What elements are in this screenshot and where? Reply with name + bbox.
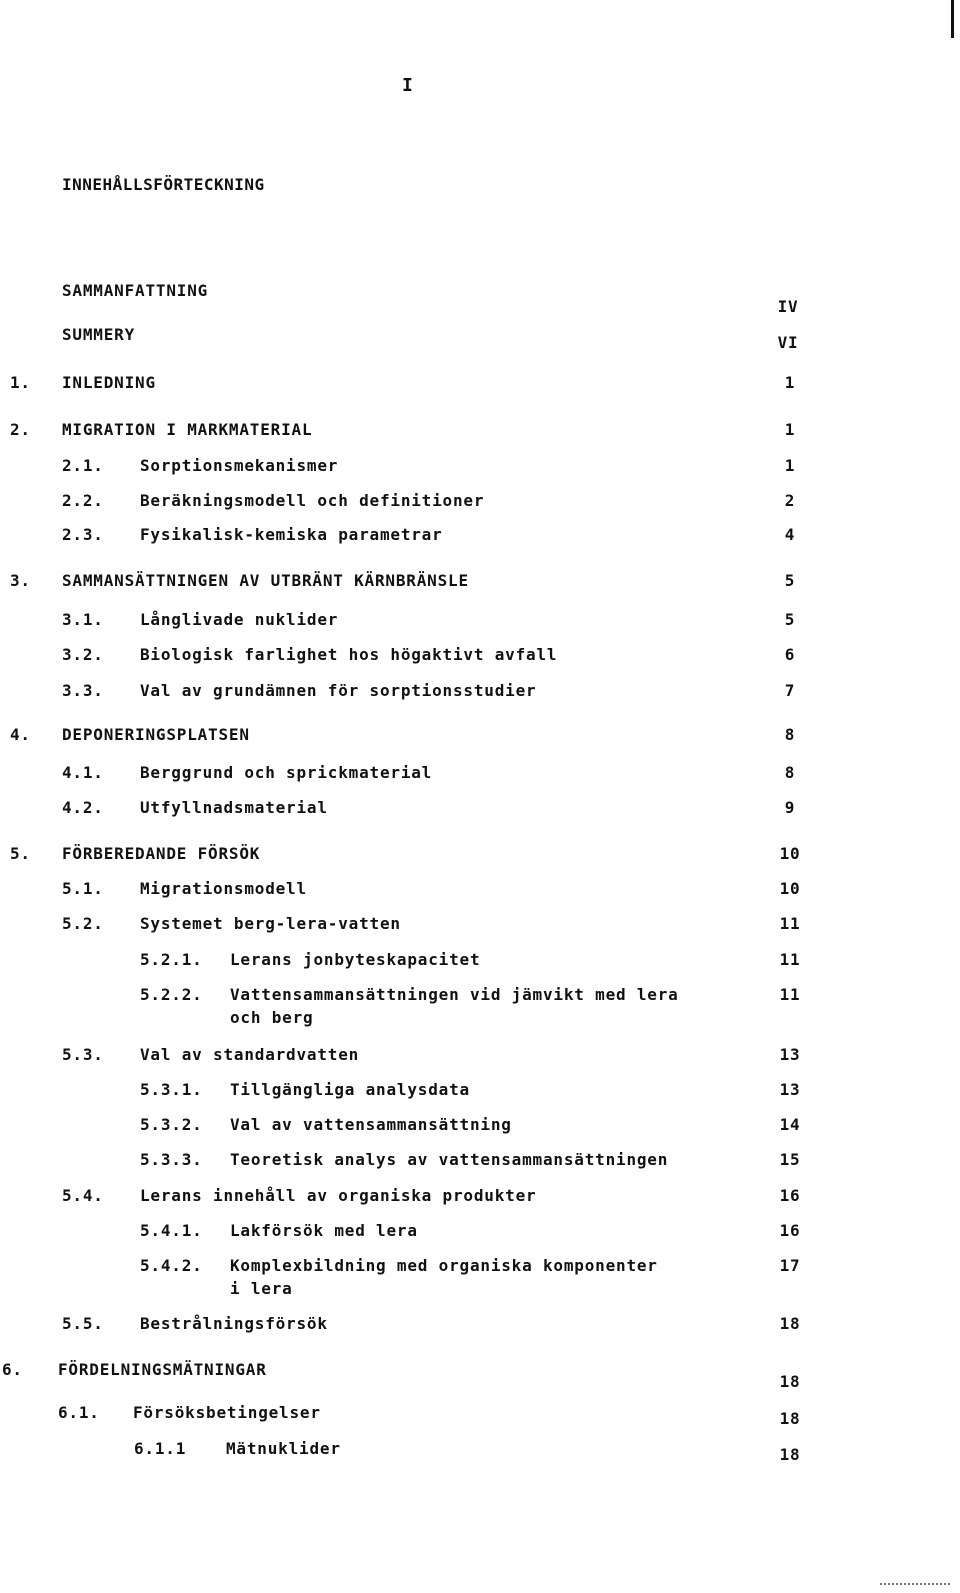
toc-entry-page: 9 <box>784 798 796 817</box>
toc-entry <box>0 1045 960 1071</box>
toc-entry-page: 18 <box>779 1409 801 1428</box>
toc-entry <box>0 950 960 976</box>
toc-entry-number: 5.1. <box>62 879 104 898</box>
toc-entry-page: 18 <box>779 1314 801 1333</box>
toc-entry <box>0 420 960 446</box>
toc-entry <box>0 281 960 316</box>
toc-entry-text-line1: Vattensammansättningen vid jämvikt med lera <box>230 985 679 1004</box>
toc-entry-text: Utfyllnadsmaterial <box>140 798 328 817</box>
toc-entry-text: Biologisk farlighet hos högaktivt avfall <box>140 645 558 664</box>
toc-entry-page: 17 <box>779 1256 801 1275</box>
toc-entry-number: 5.2.2. <box>140 985 203 1004</box>
toc-entry-number: 6.1. <box>58 1403 100 1422</box>
toc-entry-text: Berggrund och sprickmaterial <box>140 763 433 782</box>
toc-entry-number: 4. <box>10 725 31 744</box>
toc-entry-text: SAMMANFATTNING <box>62 281 209 300</box>
toc-entry <box>0 1115 960 1141</box>
toc-entry-text: FÖRDELNINGSMÄTNINGAR <box>58 1360 267 1379</box>
toc-entry <box>0 985 960 1035</box>
toc-entry-number: 2. <box>10 420 31 439</box>
toc-entry <box>0 1080 960 1106</box>
toc-entry <box>0 725 960 751</box>
toc-entry-text: MIGRATION I MARKMATERIAL <box>62 420 313 439</box>
toc-entry-text: Långlivade nuklider <box>140 610 339 629</box>
toc-entry-text: Lerans jonbyteskapacitet <box>230 950 481 969</box>
toc-entry-text: Försöksbetingelser <box>133 1403 321 1422</box>
toc-entry-text: Systemet berg-lera-vatten <box>140 914 401 933</box>
toc-entry <box>0 373 960 399</box>
toc-entry-page: 2 <box>784 491 796 510</box>
toc-entry-text: Fysikalisk-kemiska parametrar <box>140 525 443 544</box>
toc-entry-number: 5.2. <box>62 914 104 933</box>
toc-entry-page: 8 <box>784 725 796 744</box>
toc-entry-text: Tillgängliga analysdata <box>230 1080 470 1099</box>
toc-entry-number: 4.1. <box>62 763 104 782</box>
toc-entry-text: Teoretisk analys av vattensammansättningen <box>230 1150 669 1169</box>
page-number: I <box>402 75 413 96</box>
toc-entry <box>0 1186 960 1212</box>
toc-entry-page: 13 <box>779 1080 801 1099</box>
toc-entry-text: DEPONERINGSPLATSEN <box>62 725 250 744</box>
toc-entry-number: 4.2. <box>62 798 104 817</box>
toc-entry-page: IV <box>777 297 799 316</box>
toc-entry-text: Sorptionsmekanismer <box>140 456 339 475</box>
toc-entry-page: 6 <box>784 645 796 664</box>
toc-entry <box>0 1150 960 1176</box>
toc-entry <box>0 1256 960 1306</box>
toc-entry-page: 16 <box>779 1186 801 1205</box>
toc-entry-text-line2: och berg <box>230 1008 314 1027</box>
toc-entry-page: 16 <box>779 1221 801 1240</box>
toc-entry-text <box>230 1256 658 1298</box>
toc-entry-text: Val av standardvatten <box>140 1045 360 1064</box>
toc-entry-page: 13 <box>779 1045 801 1064</box>
toc-entry-text <box>230 985 679 1027</box>
toc-entry <box>0 1360 960 1391</box>
toc-entry <box>0 844 960 870</box>
toc-entry-number: 6. <box>2 1360 23 1379</box>
toc-entry-number: 5.3.3. <box>140 1150 203 1169</box>
toc-entry-page: 5 <box>784 571 796 590</box>
toc-entry <box>0 681 960 707</box>
toc-entry-text: SUMMERY <box>62 325 136 344</box>
toc-entry <box>0 1439 960 1465</box>
toc-entry <box>0 456 960 482</box>
toc-entry <box>0 879 960 905</box>
toc-entry <box>0 491 960 517</box>
toc-entry-text: Mätnuklider <box>226 1439 341 1458</box>
toc-entry <box>0 1221 960 1247</box>
toc-entry-number: 1. <box>10 373 31 392</box>
toc-entry-page: 18 <box>779 1445 801 1464</box>
toc-entry-text-line1: Komplexbildning med organiska komponenter <box>230 1256 658 1275</box>
toc-entry-text: Lerans innehåll av organiska produkter <box>140 1186 537 1205</box>
toc-entry-page: 11 <box>779 950 801 969</box>
toc-entry <box>0 1403 960 1429</box>
toc-entry <box>0 610 960 636</box>
toc-entry-number: 5. <box>10 844 31 863</box>
toc-entry-page: 8 <box>784 763 796 782</box>
toc-entry <box>0 645 960 671</box>
toc-entry <box>0 571 960 597</box>
toc-entry-text: Lakförsök med lera <box>230 1221 418 1240</box>
toc-entry <box>0 325 960 351</box>
toc-entry <box>0 763 960 789</box>
toc-entry-text: INLEDNING <box>62 373 156 392</box>
toc-entry-page: 10 <box>779 879 801 898</box>
toc-entry-page: 5 <box>784 610 796 629</box>
toc-entry-text: Val av vattensammansättning <box>230 1115 512 1134</box>
toc-heading: INNEHÅLLSFÖRTECKNING <box>62 175 265 194</box>
toc-entry-page: 18 <box>779 1372 801 1391</box>
toc-entry-number: 5.4. <box>62 1186 104 1205</box>
toc-entry-page: 11 <box>779 985 801 1004</box>
toc-entry-number: 3.2. <box>62 645 104 664</box>
toc-entry-page: 1 <box>784 456 796 475</box>
toc-entry-page: VI <box>777 333 799 352</box>
toc-entry-text-line2: i lera <box>230 1279 293 1298</box>
toc-entry <box>0 525 960 551</box>
toc-entry-number: 5.3.1. <box>140 1080 203 1099</box>
toc-entry-number: 5.5. <box>62 1314 104 1333</box>
toc-entry-page: 10 <box>779 844 801 863</box>
toc-entry-text: Val av grundämnen för sorptionsstudier <box>140 681 537 700</box>
toc-entry-text: Migrationsmodell <box>140 879 307 898</box>
toc-entry-page: 15 <box>779 1150 801 1169</box>
toc-entry-page: 14 <box>779 1115 801 1134</box>
toc-entry-page: 1 <box>784 420 796 439</box>
toc-entry-number: 2.3. <box>62 525 104 544</box>
toc-entry-number: 3. <box>10 571 31 590</box>
toc-entry-number: 5.4.1. <box>140 1221 203 1240</box>
toc-entry-text: Bestrålningsförsök <box>140 1314 328 1333</box>
toc-entry-number: 5.4.2. <box>140 1256 203 1275</box>
toc-entry-page: 11 <box>779 914 801 933</box>
toc-entry <box>0 798 960 824</box>
scan-artifact <box>880 1583 950 1587</box>
toc-entry-number: 3.3. <box>62 681 104 700</box>
toc-entry-number: 5.3. <box>62 1045 104 1064</box>
toc-entry <box>0 1314 960 1340</box>
toc-entry <box>0 914 960 940</box>
toc-entry-number: 3.1. <box>62 610 104 629</box>
toc-entry-page: 1 <box>784 373 796 392</box>
toc-entry-number: 6.1.1 <box>134 1439 187 1458</box>
toc-entry-text: FÖRBEREDANDE FÖRSÖK <box>62 844 261 863</box>
toc-entry-number: 2.2. <box>62 491 104 510</box>
toc-entry-text: SAMMANSÄTTNINGEN AV UTBRÄNT KÄRNBRÄNSLE <box>62 571 469 590</box>
toc-entry-text: Beräkningsmodell och definitioner <box>140 491 485 510</box>
toc-entry-number: 2.1. <box>62 456 104 475</box>
toc-entry-number: 5.2.1. <box>140 950 203 969</box>
toc-entry-number: 5.3.2. <box>140 1115 203 1134</box>
margin-rule <box>951 0 954 38</box>
toc-entry-page: 7 <box>784 681 796 700</box>
toc-entry-page: 4 <box>784 525 796 544</box>
